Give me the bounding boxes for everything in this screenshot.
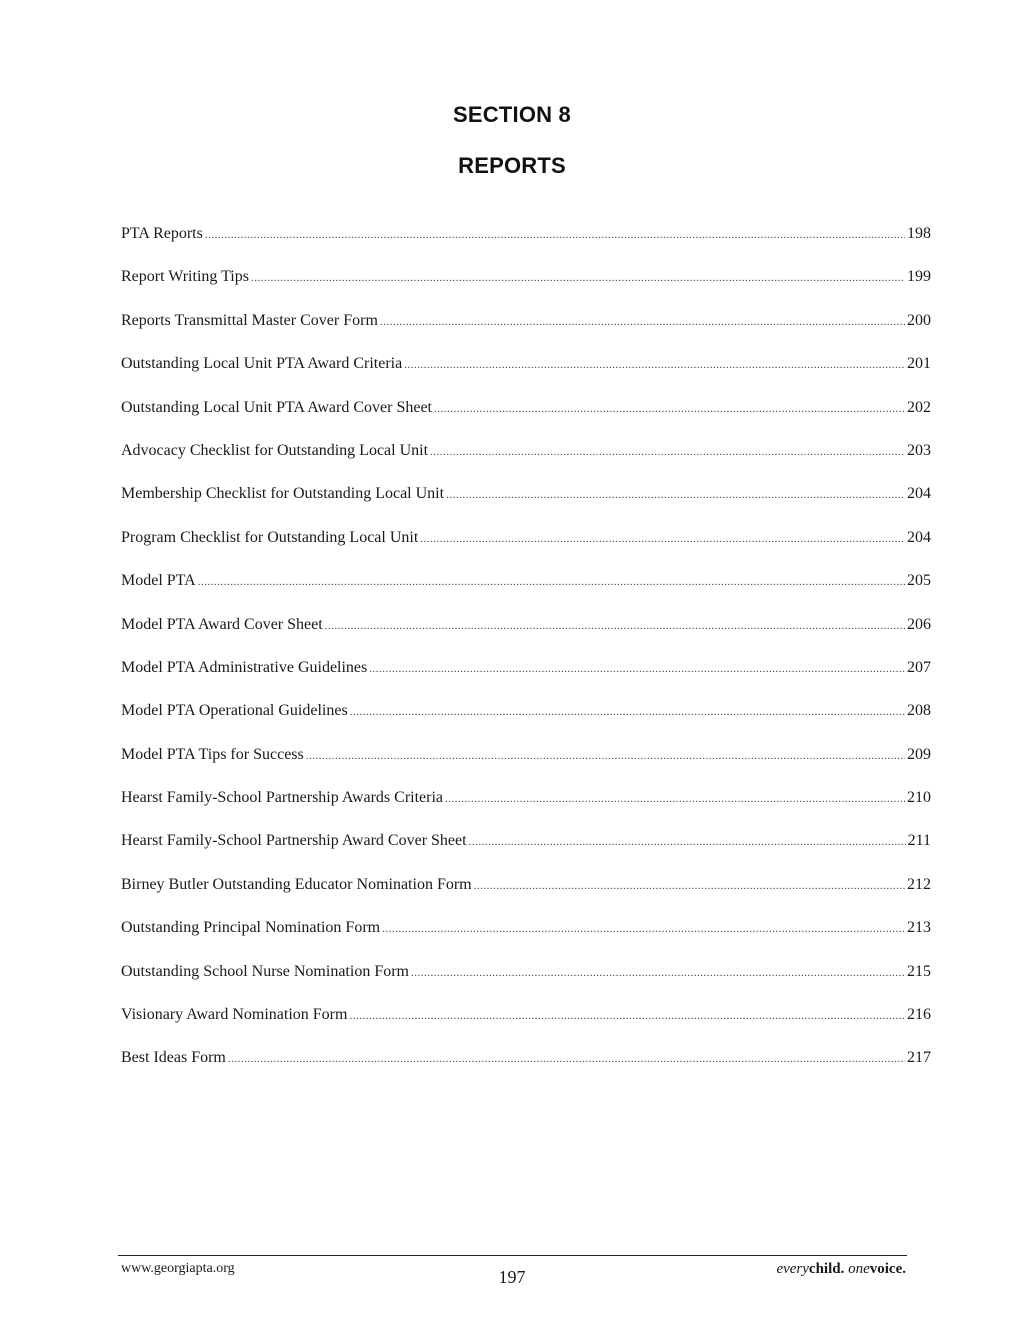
toc-entry[interactable]	[121, 396, 931, 439]
toc-dot-leader	[380, 310, 905, 334]
toc-entry-page: 198	[907, 225, 931, 242]
toc-dot-leader	[382, 917, 905, 941]
toc-dot-leader	[251, 266, 905, 290]
toc-entry-page: 203	[907, 441, 931, 459]
page-title: REPORTS	[458, 153, 566, 178]
toc-dot-leader	[325, 614, 905, 638]
toc-dot-leader	[369, 657, 905, 681]
toc-entry-page: 210	[907, 789, 931, 807]
toc-entry-title: Program Checklist for Outstanding Local Unit	[121, 528, 419, 546]
toc-entry-page: 199	[907, 268, 931, 286]
page-number: 197	[498, 1267, 526, 1287]
toc-entry-title: Hearst Family-School Partnership Awards Criteria	[121, 789, 444, 807]
toc-entry-page: 200	[907, 311, 931, 329]
toc-entry-title: Model PTA Tips for Success	[121, 745, 304, 763]
tagline-child: child.	[808, 1261, 845, 1277]
toc-entry[interactable]	[121, 699, 931, 742]
toc-entry-title: PTA Reports	[121, 225, 203, 242]
toc-dot-leader	[228, 1047, 905, 1071]
toc-entry-title: Advocacy Checklist for Outstanding Local Unit	[121, 441, 429, 459]
toc-entry[interactable]	[121, 656, 931, 699]
toc-entry[interactable]	[121, 265, 931, 308]
footer-url[interactable]: www.georgiapta.org	[121, 1261, 235, 1276]
toc-entry[interactable]	[121, 829, 931, 872]
toc-entry-title: Model PTA Administrative Guidelines	[121, 658, 368, 676]
toc-entry-title: Report Writing Tips	[121, 268, 249, 286]
toc-entry-title: Model PTA Award Cover Sheet	[121, 615, 323, 633]
toc-entry-title: Outstanding Local Unit PTA Award Cover Sheet	[121, 398, 432, 416]
toc-entry[interactable]	[121, 1003, 931, 1046]
toc-entry-title: Outstanding Local Unit PTA Award Criteria	[121, 355, 403, 373]
toc-entry-title: Membership Checklist for Outstanding Local Unit	[121, 485, 445, 503]
toc-dot-leader	[469, 830, 906, 854]
toc-entry[interactable]	[121, 482, 931, 525]
toc-dot-leader	[420, 527, 905, 551]
toc-dot-leader	[445, 787, 905, 811]
toc-dot-leader	[350, 700, 905, 724]
toc-dot-leader	[198, 570, 905, 594]
toc-dot-leader	[205, 223, 905, 247]
toc-entry-page: 213	[907, 919, 931, 937]
toc-entry-title: Reports Transmittal Master Cover Form	[121, 311, 378, 329]
toc-entry-page: 208	[907, 702, 931, 720]
toc-entry[interactable]	[121, 786, 931, 829]
toc-entry-page: 212	[907, 875, 931, 893]
toc-dot-leader	[349, 1004, 905, 1028]
toc-entry-page: 207	[907, 658, 931, 676]
toc-entry-page: 205	[907, 572, 931, 590]
toc-entry-title: Visionary Award Nomination Form	[121, 1006, 348, 1024]
footer-tagline	[776, 1261, 906, 1278]
toc-entry-title: Model PTA Operational Guidelines	[121, 702, 348, 720]
toc-dot-leader	[430, 440, 905, 464]
toc-entry[interactable]	[121, 439, 931, 482]
toc-entry-title: Model PTA	[121, 572, 196, 590]
toc-entry-page: 216	[907, 1006, 931, 1024]
toc-entry[interactable]	[121, 916, 931, 959]
toc-dot-leader	[474, 874, 905, 898]
toc-entry-title: Best Ideas Form	[121, 1049, 226, 1067]
toc-dot-leader	[446, 483, 905, 507]
toc-entry-page: 206	[907, 615, 931, 633]
toc-entry[interactable]	[121, 873, 931, 916]
toc-entry[interactable]	[121, 526, 931, 569]
toc-entry-page: 202	[907, 398, 931, 416]
footer-divider	[118, 1255, 907, 1256]
toc-dot-leader	[411, 961, 905, 985]
toc-entry-page: 201	[907, 355, 931, 373]
toc-entry-page: 211	[907, 832, 931, 850]
toc-entry-title: Outstanding Principal Nomination Form	[121, 919, 381, 937]
toc-dot-leader	[404, 353, 905, 377]
toc-entry[interactable]	[121, 569, 931, 612]
toc-entry[interactable]	[121, 960, 931, 1003]
toc-entry-title: Hearst Family-School Partnership Award Cover Sheet	[121, 832, 467, 850]
section-heading: SECTION 8	[453, 102, 571, 127]
tagline-voice: voice.	[869, 1261, 906, 1277]
toc-entry-page: 209	[907, 745, 931, 763]
toc-entry-title: Birney Butler Outstanding Educator Nomination Form	[121, 875, 472, 893]
table-of-contents	[121, 222, 931, 1090]
tagline-one: one	[848, 1261, 870, 1277]
toc-entry-title: Outstanding School Nurse Nomination Form	[121, 962, 409, 980]
tagline-every: every	[776, 1261, 809, 1277]
toc-dot-leader	[434, 397, 905, 421]
toc-entry-page: 204	[907, 528, 931, 546]
toc-entry[interactable]	[121, 352, 931, 395]
toc-entry[interactable]	[121, 222, 931, 265]
toc-entry[interactable]	[121, 743, 931, 786]
toc-entry[interactable]	[121, 309, 931, 352]
toc-entry-page: 215	[907, 962, 931, 980]
toc-dot-leader	[306, 744, 905, 768]
toc-entry[interactable]	[121, 1046, 931, 1089]
toc-entry-page: 204	[907, 485, 931, 503]
toc-entry[interactable]	[121, 613, 931, 656]
toc-entry-page: 217	[907, 1049, 931, 1067]
